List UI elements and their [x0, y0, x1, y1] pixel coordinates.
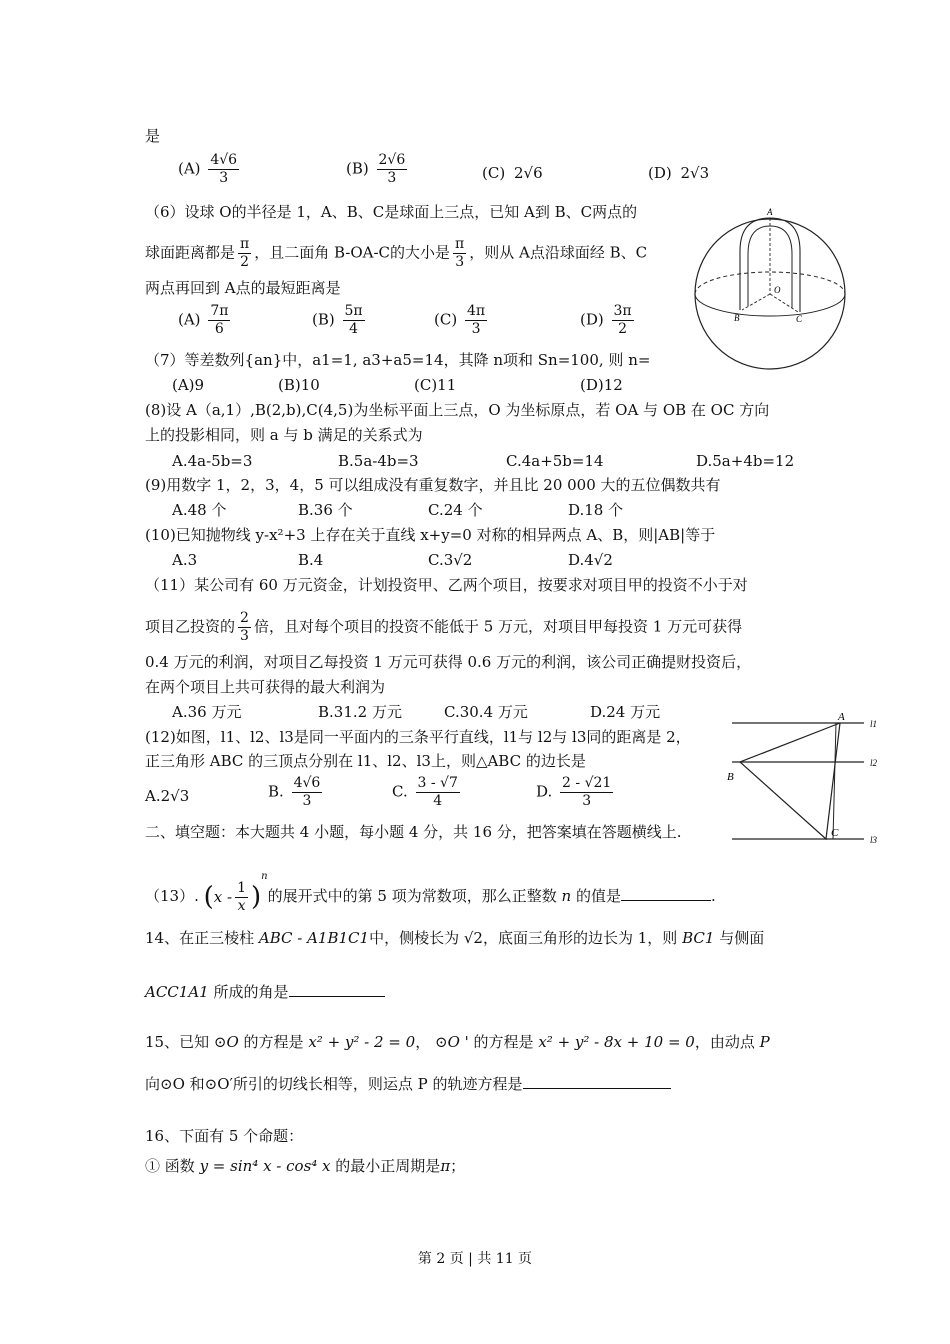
exponent: n — [261, 871, 268, 882]
text: 倍，且对每个项目的投资不能低于 5 万元，对项目甲每投资 1 万元可获得 — [253, 617, 743, 636]
q12-option-d — [536, 775, 616, 810]
q11-line1: （11）某公司有 60 万元资金，计划投资甲、乙两个项目，按要求对项目甲的投资不小于对 — [145, 576, 748, 594]
q10-stem: (10)已知抛物线 y-x²+3 上存在关于直线 x+y=0 对称的相异两点 A、B，则|AB|等于 — [145, 526, 716, 544]
q10-option-b: B.4 — [298, 551, 324, 569]
fraction — [208, 303, 230, 338]
q5-option-a — [178, 152, 242, 187]
numerator: 2 — [240, 610, 249, 626]
q6-option-c — [434, 303, 490, 338]
q15-line2 — [145, 1074, 671, 1094]
numerator: 3 - √7 — [417, 775, 458, 791]
text: ，底面三角形的边长为 1，则 — [482, 929, 678, 947]
label-a: A — [767, 207, 773, 217]
q9-option-c: C.24 个 — [428, 501, 483, 519]
denominator: 4 — [433, 793, 443, 809]
denominator: x — [237, 897, 246, 914]
text: 的最小正周期是 — [335, 1157, 441, 1175]
numerator: π — [455, 236, 465, 252]
page-footer: 第 2 页 | 共 11 页 — [417, 1251, 533, 1267]
fraction — [612, 303, 634, 338]
text: 与侧面 — [719, 929, 765, 947]
denominator: 3 — [471, 321, 481, 337]
math-prism: ABC - A1B1C1 — [258, 929, 370, 947]
denominator: 3 — [387, 170, 397, 186]
q7-option-a: (A)9 — [172, 376, 205, 394]
q5-option-c — [482, 163, 543, 183]
label-c: C — [796, 314, 803, 324]
fraction — [238, 236, 251, 271]
q12-line1: (12)如图，l1、l2、l3是同一平面内的三条平行直线，l1与 l2与 l3同的距离是 2， — [145, 728, 691, 746]
q8-line1: (8)设 A（a,1）,B(2,b),C(4,5)为坐标平面上三点，O 为坐标原点，若 OA 与 OB 在 OC 方向 — [145, 401, 770, 419]
text: 球面距离都是 — [145, 243, 236, 262]
q13-label: （13）. — [145, 887, 199, 905]
fraction — [235, 880, 248, 915]
fraction — [208, 152, 239, 187]
math-segment: BC1 — [682, 929, 715, 947]
fraction — [377, 152, 408, 187]
text: ， — [415, 1033, 431, 1051]
text: 14、在正三棱柱 — [145, 929, 255, 947]
denominator: 3 — [302, 793, 312, 809]
q8-option-d: D.5a+4b=12 — [696, 452, 795, 470]
q8-option-a: A.4a-5b=3 — [172, 452, 253, 470]
q11-option-c: C.30.4 万元 — [444, 703, 528, 721]
option-label: (B) — [312, 310, 335, 329]
text: 的值是 — [575, 887, 621, 905]
q5-option-b — [346, 152, 410, 187]
text: ，则从 A点沿球面经 B、C — [469, 243, 648, 262]
q7-option-b: (B)10 — [278, 376, 320, 394]
text: ① 函数 — [145, 1157, 195, 1175]
right-paren: ) — [251, 882, 262, 912]
text: 的展开式中的第 5 项为常数项，那么正整数 — [267, 887, 557, 905]
q11-line3: 0.4 万元的利润，对项目乙每投资 1 万元可获得 0.6 万元的利润，该公司正确提财投资后， — [145, 653, 752, 671]
text: 15、已知 — [145, 1033, 210, 1051]
label-c: C — [831, 827, 839, 839]
q10-option-c: C.3√2 — [428, 551, 473, 569]
denominator: 3 — [219, 170, 229, 186]
q11-line2 — [145, 610, 742, 645]
text: 中，侧棱长为 — [369, 929, 460, 947]
q9-option-a: A.48 个 — [172, 501, 227, 519]
option-label: B. — [268, 782, 284, 801]
q9-option-d: D.18 个 — [568, 501, 624, 519]
option-label: (A) — [178, 159, 201, 178]
q8-option-c: C.4a+5b=14 — [506, 452, 604, 470]
numerator: 7π — [210, 303, 229, 319]
numerator: 2 - √21 — [562, 775, 612, 791]
math-equation-1: x² + y² - 2 = 0 — [308, 1033, 416, 1051]
left-paren: ( — [203, 882, 214, 912]
numerator: 2√6 — [378, 152, 406, 168]
label-a: A — [838, 711, 845, 723]
var-n: n — [561, 887, 572, 905]
option-text: 2√3 — [160, 787, 190, 805]
q7-option-d: (D)12 — [580, 376, 623, 394]
math-function: y = sin⁴ x - cos⁴ x — [199, 1157, 331, 1175]
option-label: D. — [536, 782, 553, 801]
q5-option-d — [648, 163, 709, 183]
math-circle-o-prime: ⊙O ' — [435, 1033, 469, 1051]
q9-option-b: B.36 个 — [298, 501, 353, 519]
fraction — [343, 303, 365, 338]
option-label: (D) — [580, 310, 604, 329]
option-label: (C) — [482, 164, 506, 182]
q14-line2 — [145, 982, 385, 1002]
q10-option-a: A.3 — [172, 551, 198, 569]
text: . — [710, 887, 716, 905]
sphere-figure — [690, 206, 850, 371]
fraction — [560, 775, 613, 810]
q6-line2 — [145, 236, 647, 271]
q12-option-a — [145, 786, 189, 806]
text: ，且二面角 B-OA-C的大小是 — [254, 243, 451, 262]
math-pi: π — [440, 1157, 451, 1175]
q12-line2: 正三角形 ABC 的三顶点分别在 l1、l2、l3上，则△ABC 的边长是 — [145, 752, 586, 770]
q6-line1: （6）设球 O的半径是 1，A、B、C是球面上三点，已知 A到 B、C两点的 — [145, 203, 638, 221]
numerator: 4π — [466, 303, 486, 319]
option-label: (C) — [434, 310, 458, 329]
q12-option-b — [268, 775, 325, 810]
q7-option-c: (C)11 — [414, 376, 457, 394]
answer-blank[interactable] — [289, 996, 385, 997]
math-point-p: P — [759, 1033, 770, 1051]
q6-option-a — [178, 303, 233, 338]
equator-front — [695, 294, 845, 316]
q11-option-b: B.31.2 万元 — [318, 703, 402, 721]
radius-ob — [742, 294, 770, 310]
numerator: 5π — [344, 303, 363, 319]
fraction — [453, 236, 466, 271]
section2-heading: 二、填空题：本大题共 4 小题，每小题 4 分，共 16 分，把答案填在答题横线上. — [145, 823, 682, 841]
text: 所成的角是 — [213, 983, 289, 1001]
label-l1: l1 — [870, 719, 878, 729]
q15-line1 — [145, 1032, 770, 1052]
numerator: 4√6 — [210, 152, 238, 168]
numerator: 3π — [613, 303, 632, 319]
option-label: C. — [392, 782, 408, 801]
math-circle-o: ⊙O — [213, 1033, 239, 1051]
expr-x: x - — [213, 888, 233, 906]
fraction — [416, 775, 460, 810]
q6-option-d — [580, 303, 637, 338]
text: 向⊙O 和⊙O′所引的切线长相等，则运点 P 的轨迹方程是 — [145, 1075, 523, 1093]
triangle-abc — [740, 723, 840, 839]
denominator: 2 — [240, 254, 250, 270]
q7-stem: （7）等差数列{an}中，a1=1, a3+a5=14，其降 n项和 Sn=100, 则 n= — [145, 351, 651, 369]
label-l3: l3 — [870, 835, 878, 845]
denominator: 4 — [349, 321, 359, 337]
label-b: B — [734, 313, 740, 323]
option-text: 2√6 — [513, 164, 543, 182]
denominator: 6 — [214, 321, 224, 337]
option-label: (D) — [648, 164, 672, 182]
option-label: (A) — [178, 310, 201, 329]
radius-oc — [770, 294, 798, 312]
math-equation-2: x² + y² - 8x + 10 = 0 — [538, 1033, 695, 1051]
q11-line4: 在两个项目上共可获得的最大利润为 — [145, 678, 386, 696]
q10-option-d: D.4√2 — [568, 551, 613, 569]
denominator: 2 — [618, 321, 628, 337]
numerator: 1 — [237, 879, 247, 896]
math-face: ACC1A1 — [145, 983, 209, 1001]
q9-stem: (9)用数字 1，2，3，4，5 可以组成没有重复数字，并且比 20 000 大的五位偶数共有 — [145, 476, 721, 494]
q6-option-b — [312, 303, 368, 338]
label-l2: l2 — [870, 758, 878, 768]
denominator: 3 — [240, 628, 249, 644]
option-label: A. — [145, 787, 161, 805]
fraction — [465, 303, 487, 338]
q6-line3: 两点再回到 A点的最短距离是 — [145, 279, 341, 297]
text: ，由动点 — [694, 1033, 755, 1051]
denominator: 3 — [455, 254, 465, 270]
math-edge: √2 — [463, 929, 483, 947]
q8-option-b: B.5a-4b=3 — [338, 452, 419, 470]
option-label: (B) — [346, 159, 369, 178]
denominator: 3 — [582, 793, 592, 809]
q12-option-c — [392, 775, 463, 810]
q13-line — [145, 867, 716, 915]
answer-blank[interactable] — [523, 1088, 671, 1089]
answer-blank[interactable] — [621, 900, 711, 901]
parallel-lines-figure — [726, 706, 886, 854]
text: 的方程是 — [243, 1033, 304, 1051]
q11-option-d: D.24 万元 — [590, 703, 661, 721]
text: ； — [450, 1157, 466, 1175]
fraction — [238, 610, 251, 645]
numerator: 4√6 — [293, 775, 321, 791]
text: 的方程是 — [473, 1033, 534, 1051]
q8-line2: 上的投影相同，则 a 与 b 满足的关系式为 — [145, 426, 423, 444]
text: 项目乙投资的 — [145, 617, 236, 636]
q16-intro: 16、下面有 5 个命题： — [145, 1127, 304, 1145]
q14-line1 — [145, 928, 764, 948]
fraction — [292, 775, 323, 810]
label-o: O — [774, 285, 781, 295]
option-text: 2√3 — [680, 164, 710, 182]
header-fragment: 是 — [145, 127, 161, 145]
numerator: π — [240, 236, 250, 252]
q16-item1 — [145, 1156, 465, 1176]
q11-option-a: A.36 万元 — [172, 703, 242, 721]
label-b: B — [727, 771, 734, 783]
